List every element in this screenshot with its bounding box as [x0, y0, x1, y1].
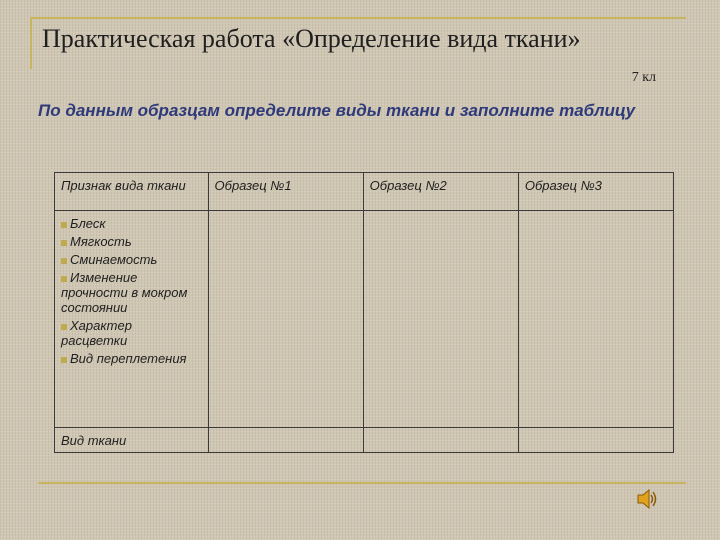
table-features-row: [55, 211, 674, 428]
header-sample-3-label: Образец №3: [524, 178, 602, 193]
feature-item: [61, 351, 202, 366]
bullet-icon: [61, 258, 67, 264]
header-cell-feature: [55, 173, 209, 211]
bullet-icon: [61, 240, 67, 246]
speaker-icon[interactable]: [636, 487, 658, 516]
feature-label: Мягкость: [70, 234, 132, 249]
bullet-icon: [61, 276, 67, 282]
sample-1-features-cell[interactable]: [208, 211, 363, 428]
fabric-type-label: Вид ткани: [61, 433, 127, 448]
feature-label: Характер расцветки: [61, 318, 132, 348]
feature-item: [61, 270, 202, 315]
feature-item: [61, 318, 202, 348]
feature-label: Блеск: [70, 216, 106, 231]
feature-item: [61, 234, 202, 249]
samples-table: [54, 172, 674, 453]
instruction-text: По данным образцам определите виды ткани и заполните таблицу: [38, 101, 636, 120]
sample-3-features-cell[interactable]: [518, 211, 673, 428]
header-cell-sample-3: [518, 173, 673, 211]
feature-label: Вид переплетения: [70, 351, 187, 366]
bullet-icon: [61, 357, 67, 363]
feature-label: Сминаемость: [70, 252, 158, 267]
bullet-icon: [61, 222, 67, 228]
fabric-type-label-cell: [55, 428, 209, 453]
table-header-row: [55, 173, 674, 211]
feature-item: [61, 216, 202, 231]
sample-3-fabric-type-cell[interactable]: [518, 428, 673, 453]
header-cell-sample-2: [363, 173, 518, 211]
header-feature-label: Признак вида ткани: [61, 178, 186, 193]
sample-2-features-cell[interactable]: [363, 211, 518, 428]
feature-label: Изменение прочности в мокром состоянии: [61, 270, 188, 315]
table-fabric-type-row: [55, 428, 674, 453]
features-list-cell: [55, 211, 209, 428]
header-cell-sample-1: [208, 173, 363, 211]
bullet-icon: [61, 324, 67, 330]
bottom-divider: [38, 482, 686, 484]
feature-item: [61, 252, 202, 267]
header-sample-1-label: Образец №1: [214, 178, 292, 193]
header-sample-2-label: Образец №2: [369, 178, 447, 193]
sample-2-fabric-type-cell[interactable]: [363, 428, 518, 453]
slide-title: Практическая работа «Определение вида ткани»: [42, 24, 581, 53]
sample-1-fabric-type-cell[interactable]: [208, 428, 363, 453]
grade-label: 7 кл: [631, 70, 656, 85]
